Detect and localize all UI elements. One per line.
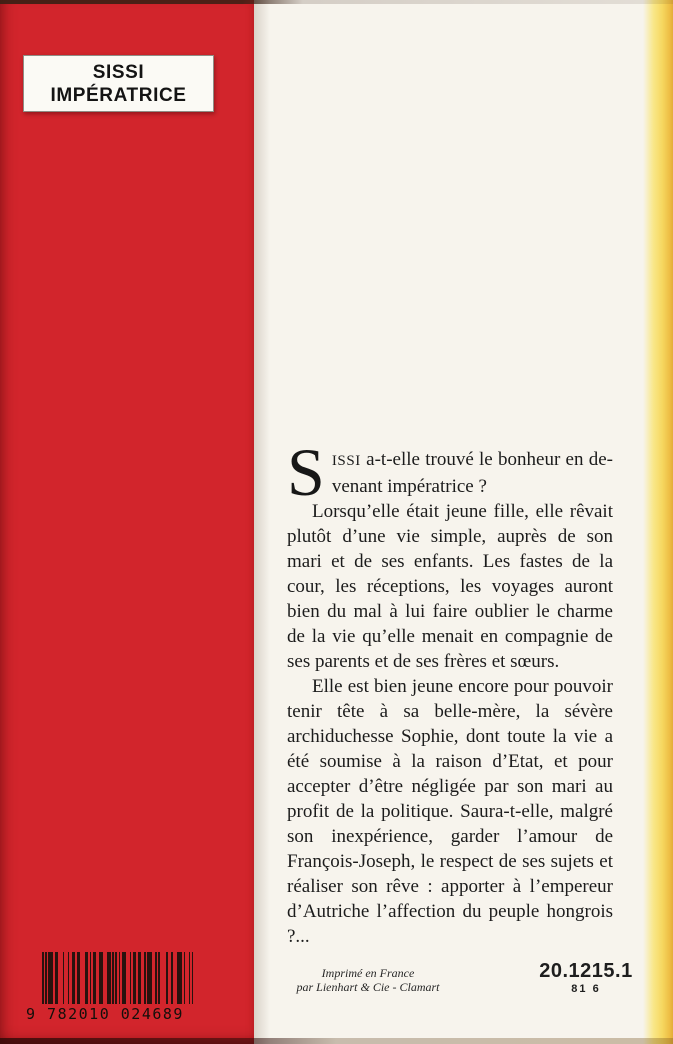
spine-fold-shadow	[254, 0, 270, 1044]
title-line2: IMPÉRATRICE	[50, 84, 187, 106]
top-edge-shadow	[0, 0, 673, 4]
barcode-digits: 9 782010 024689	[26, 1005, 184, 1023]
reference-sub: 81 6	[571, 983, 601, 995]
bottom-edge-shadow	[0, 1038, 673, 1044]
blurb-paragraph-3: Elle est bien jeune encore pour pouvoir tenir tête à sa belle-mère, la sévère archiduchesse Sophie, dont toute la vie a été soumise à la raison d’Etat, et pour accepter d’être négligée par son mari au profit de la politique. Saura-t-elle, malgré son inexpérience, garder l’amour de François-Joseph, le respect de ses sujets et réaliser son rêve : apporter à l’empereur d’Autriche l’affection du peuple hongrois ?...	[287, 676, 613, 947]
blurb-paragraph-1-text: a-t-elle trouvé le bonheur en devenant impératrice ?	[331, 449, 613, 497]
imprint-line1: Imprimé en France	[321, 966, 415, 980]
title-label	[23, 55, 214, 112]
barcode-bars	[42, 952, 194, 1004]
page-edge-strip	[643, 0, 673, 1044]
reference-code: 20.1215.1	[539, 960, 633, 982]
blurb-paragraph-2: Lorsqu’elle était jeune fille, elle rêvait plutôt d’une vie simple, auprès de son mari et de ses enfants. Les fastes de la cour, les réceptions, les voyages auront bien du mal à lui faire oublier le charme de la vie qu’elle menait en compagnie de ses parents et de ses frères et sœurs.	[287, 501, 613, 672]
imprint-line2: par Lienhart & Cie - Clamart	[296, 980, 440, 994]
blurb-lead-smallcaps: ISSI	[331, 453, 361, 469]
isbn-barcode	[26, 952, 194, 1023]
back-cover-blurb	[287, 434, 613, 949]
dropcap-letter: S	[287, 434, 325, 510]
publisher-reference	[536, 960, 636, 995]
red-cover-panel	[0, 0, 254, 1044]
blurb-paragraph-1	[287, 434, 613, 510]
printer-imprint	[283, 966, 453, 994]
title-line1: SISSI	[92, 61, 145, 83]
